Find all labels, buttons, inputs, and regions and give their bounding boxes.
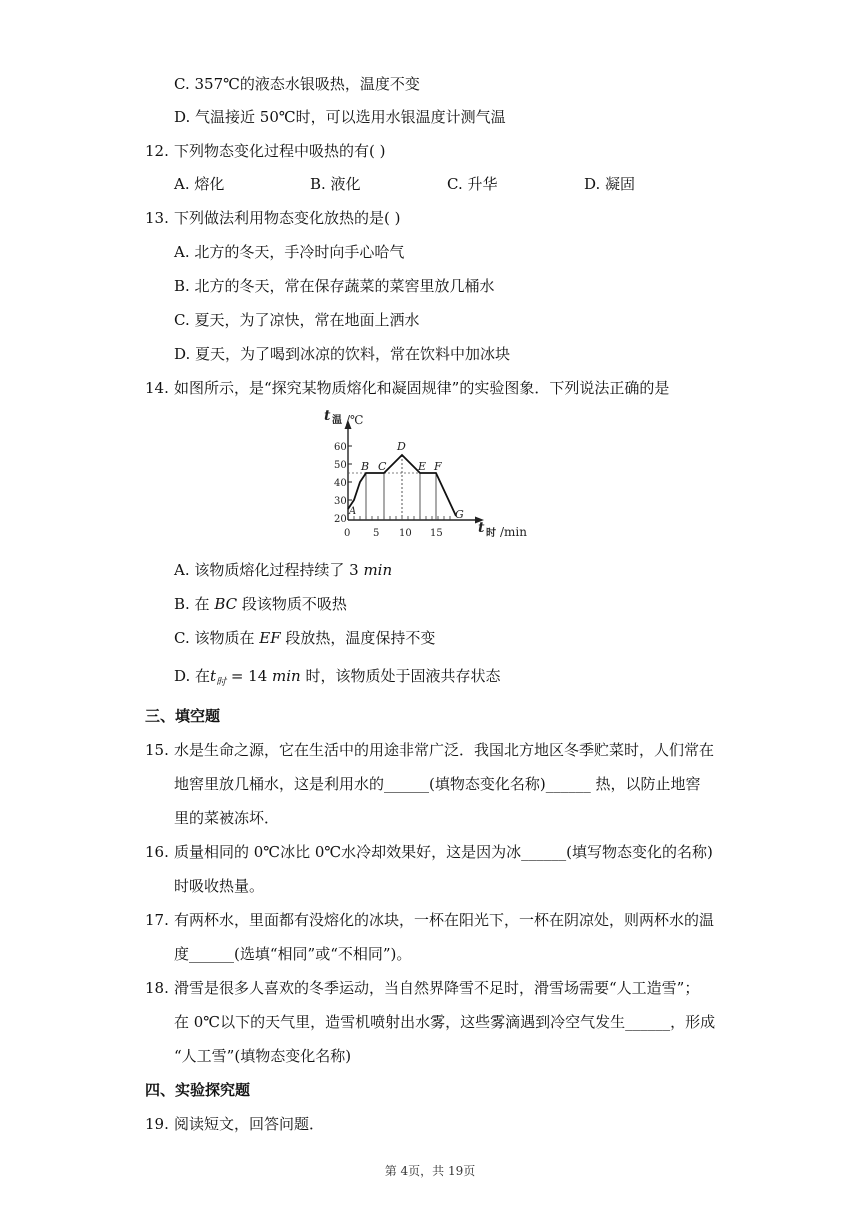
x-label-sub: 时 [486, 528, 496, 539]
q19-stem: 阅读短文，回答问题． [174, 1115, 325, 1133]
q18-number: 18. [145, 979, 169, 997]
q13-stem: 下列做法利用物态变化放热的是( ) [174, 209, 401, 227]
x-tick-10: 10 [399, 528, 412, 539]
q11-option-c: C. 357℃的液态水银吸热，温度不变 [174, 75, 420, 93]
q16-number: 16. [145, 843, 169, 861]
point-c: C [378, 460, 387, 473]
y-tick-40: 40 [334, 478, 347, 489]
q12-option-a: A. 熔化 [174, 175, 225, 193]
q13-option-a: A. 北方的冬天，手冷时向手心哈气 [174, 243, 405, 261]
x-tick-15: 15 [430, 528, 443, 539]
point-b: B [361, 460, 370, 473]
y-label-main: t [324, 408, 331, 424]
section-4-title: 四、实验探究题 [145, 1081, 251, 1099]
q12-stem: 下列物态变化过程中吸热的有( ) [174, 142, 386, 160]
y-tick-20: 20 [334, 514, 347, 525]
x-tick-0: 0 [344, 528, 351, 539]
q14-option-c: C. 该物质在 EF 段放热，温度保持不变 [174, 629, 436, 647]
q15-number: 15. [145, 741, 169, 759]
q14-number: 14. [145, 379, 169, 397]
q12-option-c: C. 升华 [447, 175, 498, 193]
point-f: F [434, 460, 442, 473]
q18-line-2: 在 0℃以下的天气里，造雪机喷射出水雾，这些雾滴遇到冷空气发生______，形成 [174, 1013, 716, 1031]
q16-line-1: 质量相同的 0℃冰比 0℃水冷却效果好，这是因为冰______(填写物态变化的名称) [174, 843, 713, 861]
q14-option-b: B. 在 BC 段该物质不吸热 [174, 595, 347, 613]
y-label-unit: /℃ [346, 413, 364, 427]
q14-option-a: A. 该物质熔化过程持续了 3 min [174, 561, 393, 579]
q12-number: 12. [145, 142, 169, 160]
q15-line-3: 里的菜被冻坏． [174, 809, 280, 827]
q18-line-3: “人工雪”(填物态变化名称) [174, 1047, 352, 1065]
melting-curve-graph [318, 408, 548, 542]
q19-number: 19. [145, 1115, 169, 1133]
x-label-main: t [478, 520, 485, 536]
y-label-sub: 温 [332, 415, 342, 426]
section-3-title: 三、填空题 [145, 707, 221, 725]
q17-number: 17. [145, 911, 169, 929]
page-footer: 第 4页，共 19页 [384, 1164, 476, 1178]
x-label-unit: /min [500, 525, 527, 539]
q15-line-2: 地窖里放几桶水，这是利用水的______(填物态变化名称)______ 热，以防止地窖 [174, 775, 701, 793]
q17-line-1: 有两杯水，里面都有没熔化的冰块，一杯在阳光下，一杯在阴凉处，则两杯水的温 [174, 911, 715, 929]
x-tick-5: 5 [373, 528, 380, 539]
q13-option-d: D. 夏天，为了喝到冰凉的饮料，常在饮料中加冰块 [174, 345, 511, 363]
q15-line-1: 水是生命之源，它在生活中的用途非常广泛．我国北方地区冬季贮菜时，人们常在 [174, 741, 715, 759]
q11-option-d: D. 气温接近 50℃时，可以选用水银温度计测气温 [174, 108, 506, 126]
point-d: D [397, 440, 406, 453]
point-a: A [349, 506, 357, 517]
y-tick-60: 60 [334, 442, 347, 453]
y-tick-50: 50 [334, 460, 347, 471]
q16-line-2: 时吸收热量。 [174, 877, 265, 895]
q13-number: 13. [145, 209, 169, 227]
q12-option-b: B. 液化 [310, 175, 361, 193]
q14-option-d: D. 在$t_时 = 14$ min 时，该物质处于固液共存状态 [174, 667, 501, 688]
q13-option-c: C. 夏天，为了凉快，常在地面上洒水 [174, 311, 420, 329]
q14-stem: 如图所示，是“探究某物质熔化和凝固规律”的实验图象．下列说法正确的是 [174, 379, 670, 397]
point-g: G [455, 508, 464, 521]
q13-option-b: B. 北方的冬天，常在保存蔬菜的菜窖里放几桶水 [174, 277, 495, 295]
q17-line-2: 度______(选填“相同”或“不相同”)。 [174, 945, 412, 963]
q18-line-1: 滑雪是很多人喜欢的冬季运动，当自然界降雪不足时，滑雪场需要“人工造雪”； [174, 979, 700, 997]
y-tick-30: 30 [334, 496, 347, 507]
point-e: E [418, 460, 427, 473]
q12-option-d: D. 凝固 [584, 175, 636, 193]
